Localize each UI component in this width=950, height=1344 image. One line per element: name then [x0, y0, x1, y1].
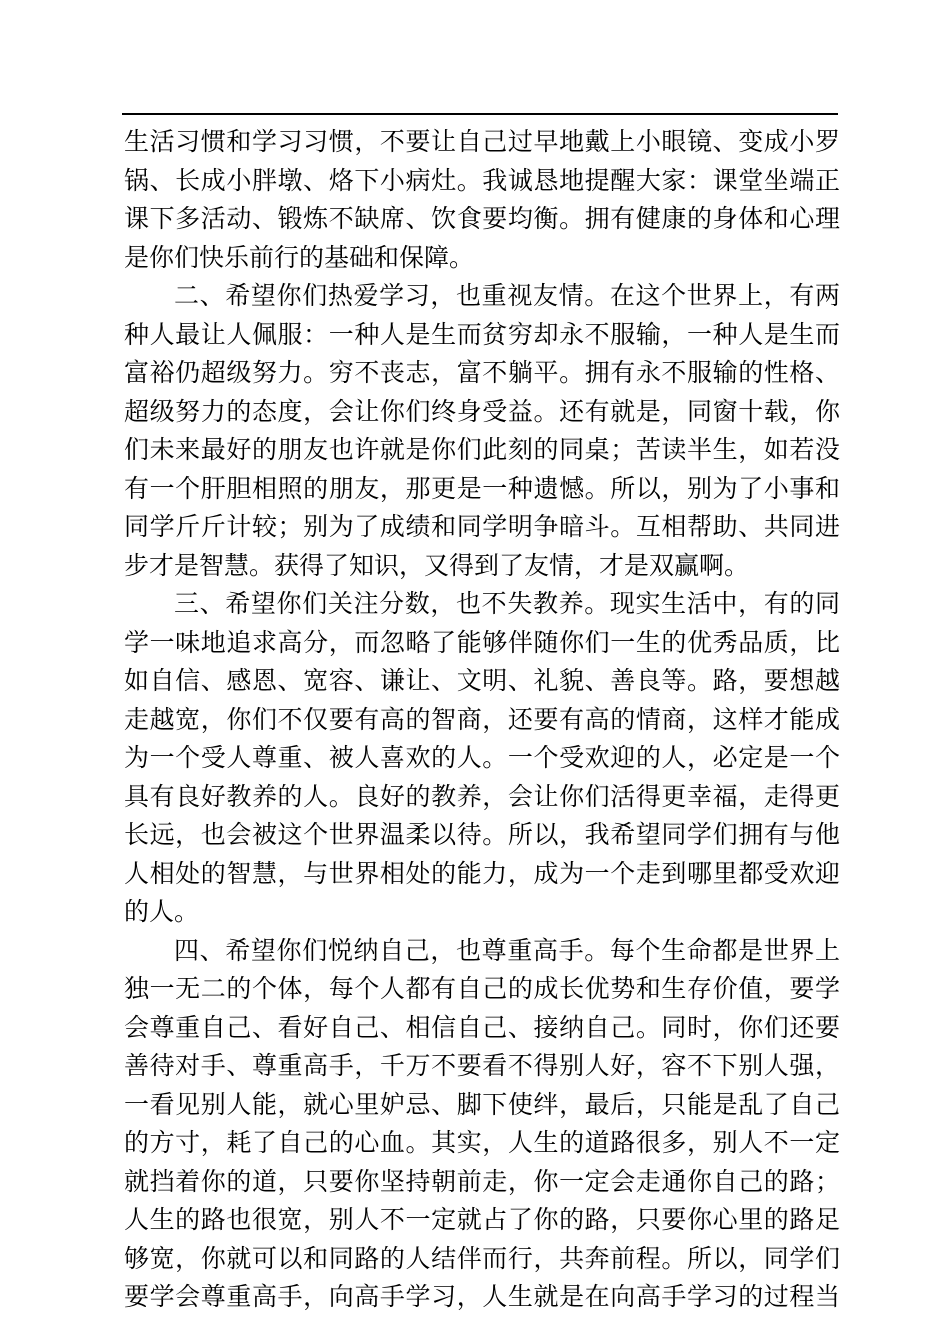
text-line: 同学斤斤计较；别为了成绩和同学明争暗斗。互相帮助、共同进 [124, 512, 840, 541]
text-line: 二、希望你们热爱学习，也重视友情。在这个世界上，有两 [174, 281, 840, 310]
text-line: 走越宽，你们不仅要有高的智商，还要有高的情商，这样才能成 [124, 704, 840, 734]
text-line: 是你们快乐前行的基础和保障。 [124, 242, 475, 272]
text-line: 就挡着你的道，只要你坚持朝前走，你一定会走通你自己的路； [124, 1166, 840, 1196]
text-line: 的方寸，耗了自己的心血。其实，人生的道路很多，别人不一定 [124, 1128, 840, 1157]
text-line: 生活习惯和学习习惯，不要让自己过早地戴上小眼镜、变成小罗 [124, 127, 840, 156]
text-line: 超级努力的态度，会让你们终身受益。还有就是，同窗十载，你 [124, 396, 840, 426]
text-line: 四、希望你们悦纳自己，也尊重高手。每个生命都是世界上 [174, 935, 840, 965]
text-line: 要学会尊重高手，向高手学习，人生就是在向高手学习的过程当 [124, 1282, 840, 1311]
body-text [124, 123, 840, 1317]
text-line: 课下多活动、锻炼不缺席、饮食要均衡。拥有健康的身体和心理 [124, 204, 840, 233]
text-line: 有一个肝胆相照的朋友，那更是一种遗憾。所以，别为了小事和 [124, 473, 840, 503]
text-line: 如自信、感恩、宽容、谦让、文明、礼貌、善良等。路，要想越 [124, 666, 840, 695]
text-line: 锅、长成小胖墩、烙下小病灶。我诚恳地提醒大家：课堂坐端正 [124, 165, 840, 195]
text-line: 善待对手、尊重高手，千万不要看不得别人好，容不下别人强， [124, 1051, 840, 1080]
text-line: 够宽，你就可以和同路的人结伴而行，共奔前程。所以，同学们 [124, 1243, 840, 1273]
text-line: 学一味地追求高分，而忽略了能够伴随你们一生的优秀品质，比 [124, 627, 840, 657]
text-line: 具有良好教养的人。良好的教养，会让你们活得更幸福，走得更 [124, 781, 840, 811]
text-line: 为一个受人尊重、被人喜欢的人。一个受欢迎的人，必定是一个 [124, 743, 840, 772]
text-line: 步才是智慧。获得了知识，又得到了友情，才是双赢啊。 [124, 550, 750, 580]
text-line: 会尊重自己、看好自己、相信自己、接纳自己。同时，你们还要 [124, 1012, 840, 1042]
text-line: 人生的路也很宽，别人不一定就占了你的路，只要你心里的路足 [124, 1205, 840, 1234]
text-line: 们未来最好的朋友也许就是你们此刻的同桌；苦读半生，如若没 [124, 435, 840, 464]
text-line: 长远，也会被这个世界温柔以待。所以，我希望同学们拥有与他 [124, 820, 840, 849]
text-line: 独一无二的个体，每个人都有自己的成长优势和生存价值，要学 [124, 974, 840, 1003]
text-line: 三、希望你们关注分数，也不失教养。现实生活中，有的同 [174, 589, 840, 618]
text-line: 富裕仍超级努力。穷不丧志，富不躺平。拥有永不服输的性格、 [124, 358, 840, 387]
text-line: 种人最让人佩服：一种人是生而贫穷却永不服输，一种人是生而 [124, 319, 840, 349]
header-rule [122, 113, 838, 115]
text-line: 一看见别人能，就心里妒忌、脚下使绊，最后，只能是乱了自己 [124, 1089, 840, 1119]
text-line: 人相处的智慧，与世界相处的能力，成为一个走到哪里都受欢迎 [124, 858, 840, 888]
text-line: 的人。 [124, 897, 200, 926]
